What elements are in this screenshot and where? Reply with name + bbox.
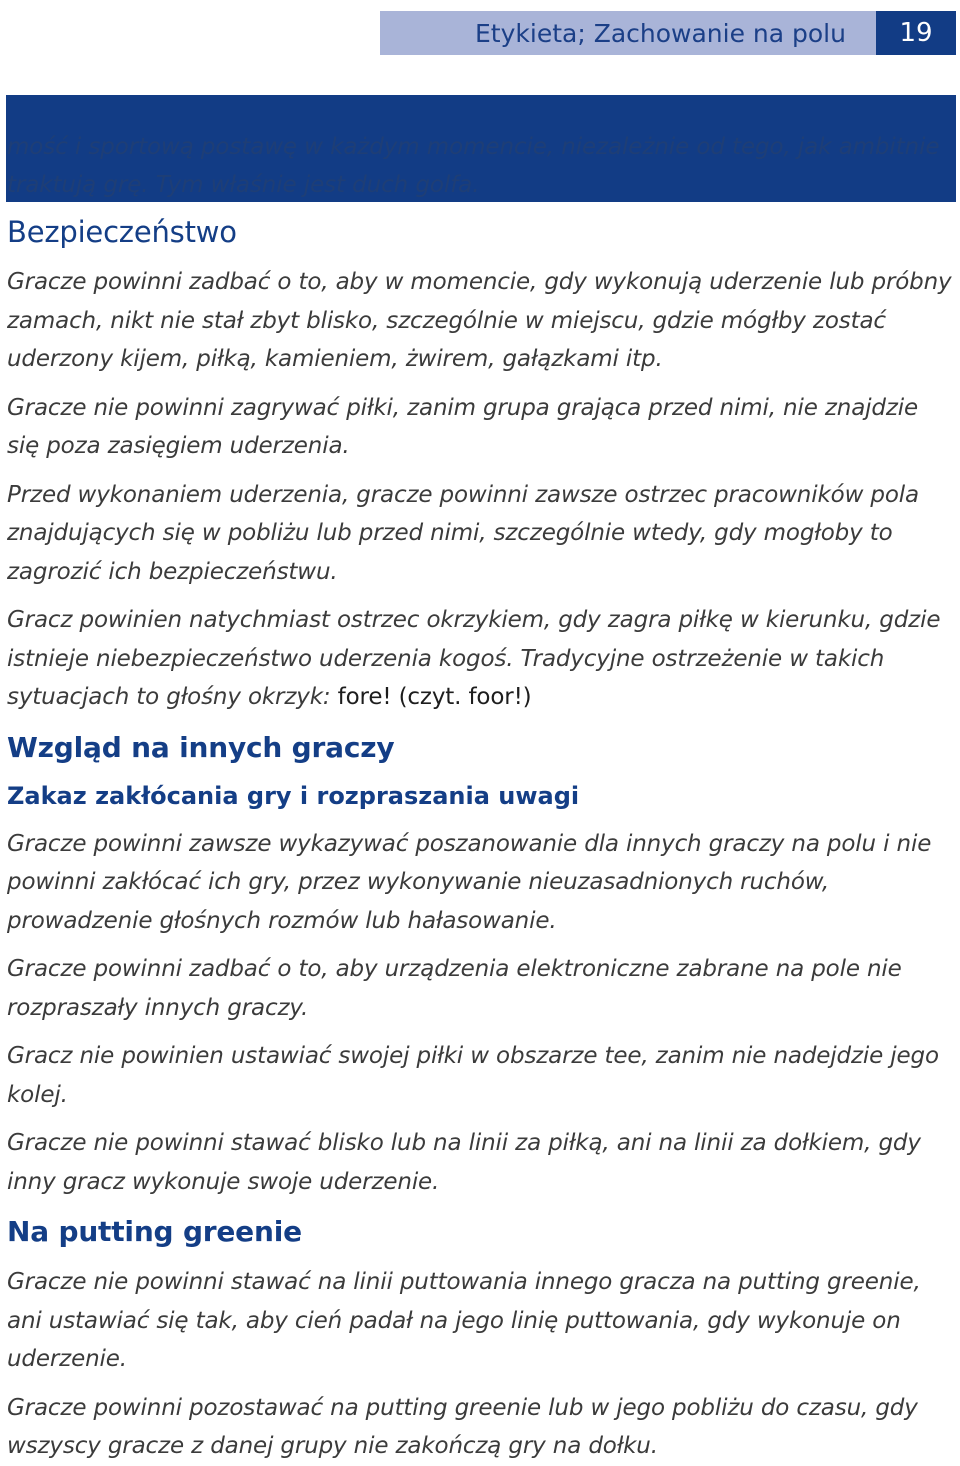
spacer — [7, 1027, 957, 1037]
banner-line-2: traktują grę. Tym właśnie jest duch golfa. — [7, 172, 480, 198]
fore-warning-term: fore! (czyt. foor!) — [337, 684, 532, 710]
spacer — [7, 466, 957, 476]
spacer — [7, 1114, 957, 1124]
section-heading-safety: Bezpieczeństwo — [7, 215, 237, 249]
section-heading-putting-green: Na putting greenie — [7, 1215, 302, 1248]
page-title: Etykieta; Zachowanie na polu — [475, 19, 846, 48]
spacer — [7, 253, 957, 263]
section-heading-consideration: Wzgląd na innych graczy — [7, 730, 395, 764]
consideration-paragraph-1: Gracze powinni zawsze wykazywać poszanowanie dla innych graczy na polu i nie powinni zakłócać ich gry, przez wykonywanie nieuzasadnionych ruchów, prowadzenie głośnych rozmów lub hałasowanie. — [7, 830, 932, 934]
safety-paragraph-3: Przed wykonaniem uderzenia, gracze powinni zawsze ostrzec pracowników pola znajdujących się w pobliżu lub przed nimi, szczególnie wtedy, gdy mogłoby to zagrozić ich bezpieczeństwu. — [7, 481, 919, 585]
safety-paragraph-4 — [7, 601, 957, 717]
spacer — [7, 1253, 957, 1263]
safety-paragraph-4-text: Gracz powinien natychmiast ostrzec okrzykiem, gdy zagra piłkę w kierunku, gdzie istnieje niebezpieczeństwo uderzenia kogoś. Tradycyjne ostrzeżenie w takich sytuacjach to głośny okrzyk: — [7, 607, 941, 710]
subsection-heading-distraction: Zakaz zakłócania gry i rozpraszania uwagi — [7, 781, 580, 810]
putting-paragraph-1: Gracze nie powinni stawać na linii puttowania innego gracza na putting greenie, ani ustawiać się tak, aby cień padał na jego linię puttowania, gdy wykonuje on uderzenie. — [7, 1269, 921, 1372]
consideration-paragraph-2: Gracze powinni zadbać o to, aby urządzenia elektroniczne zabrane na pole nie rozpraszały innych graczy. — [7, 956, 902, 1021]
spacer — [7, 591, 957, 601]
document-content — [7, 211, 957, 1466]
consideration-paragraph-3: Gracz nie powinien ustawiać swojej piłki w obszarze tee, zanim nie nadejdzie jego kolej. — [7, 1043, 939, 1108]
consideration-paragraph-4: Gracze nie powinni stawać blisko lub na linii za piłką, ani na linii za dołkiem, gdy inny gracz wykonuje swoje uderzenie. — [7, 1130, 921, 1195]
banner-line-1: mość i sportową postawę w każdym momencie, niezależnie od tego, jak ambitnie — [7, 134, 940, 160]
spacer — [7, 379, 957, 389]
safety-paragraph-1: Gracze powinni zadbać o to, aby w momencie, gdy wykonują uderzenie lub próbny zamach, nikt nie stał zbyt blisko, szczególnie w miejscu, gdzie mógłby zostać uderzony kijem, piłką, kamieniem, żwirem, gałązkami itp. — [7, 269, 952, 372]
page-number: 19 — [899, 18, 933, 48]
spacer — [7, 1379, 957, 1389]
spacer — [7, 815, 957, 825]
banner-text — [7, 128, 947, 204]
safety-paragraph-2: Gracze nie powinni zagrywać piłki, zanim grupa grająca przed nimi, nie znajdzie się poza zasięgiem uderzenia. — [7, 394, 919, 459]
putting-paragraph-2: Gracze powinni pozostawać na putting greenie lub w jego pobliżu do czasu, gdy wszyscy gracze z danej grupy nie zakończą gry na dołku. — [7, 1394, 918, 1459]
spacer — [7, 940, 957, 950]
